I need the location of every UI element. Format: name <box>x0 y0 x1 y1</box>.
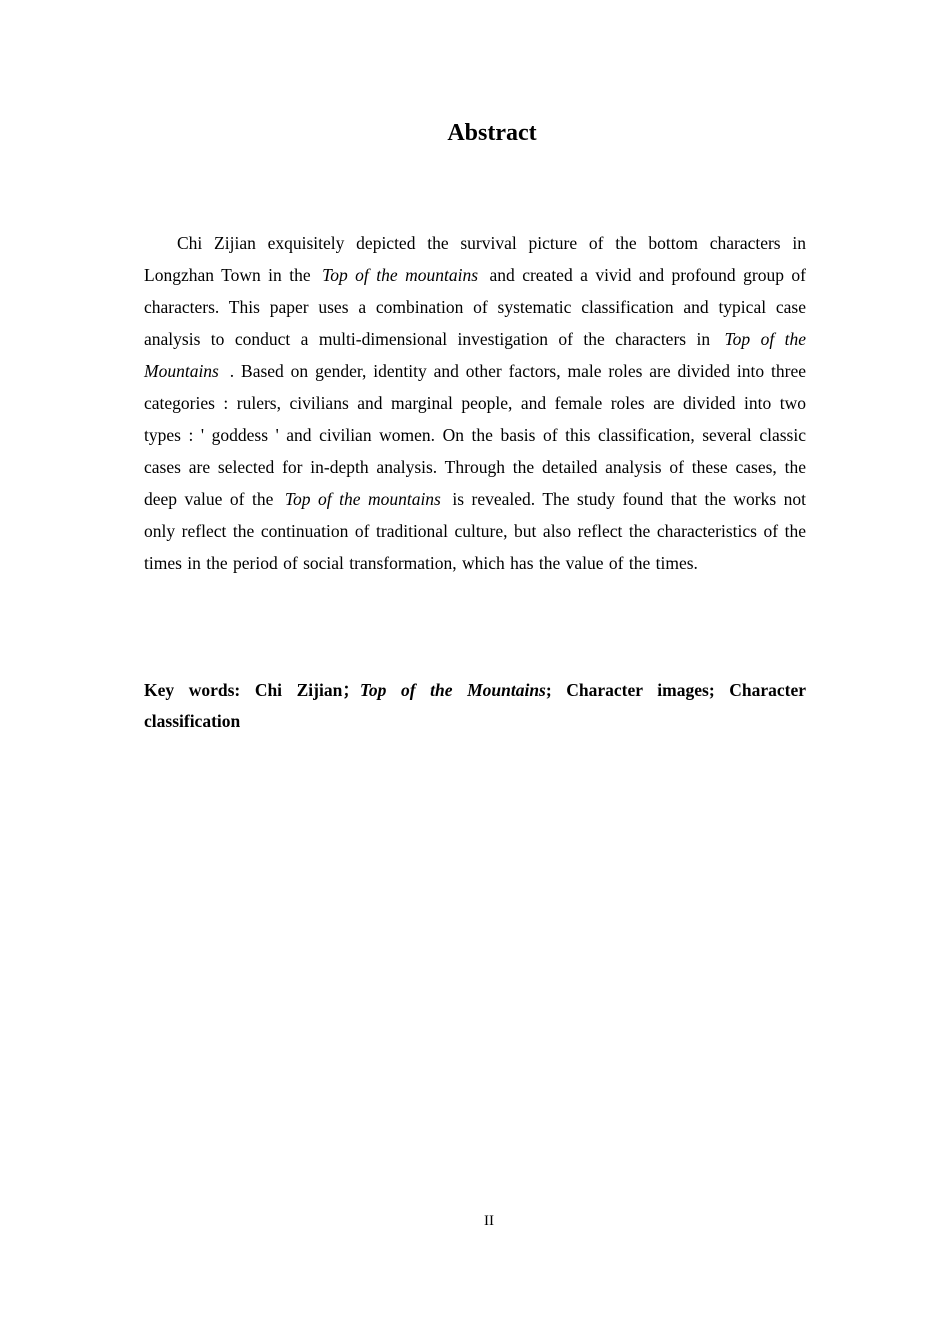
page-title: Abstract <box>447 120 537 146</box>
keyword-rest: ; Character images; Character classification <box>144 680 806 731</box>
book-title-3: Top of the mountains <box>284 489 441 509</box>
keywords-label: Key words: <box>144 680 241 700</box>
keywords-line <box>144 675 806 737</box>
abstract-text-2: and created a vivid and profound group of characters. This paper uses a combination of systematic classification and typical case analysis to conduct a multi-dimensional investigation of the characters in <box>144 265 807 349</box>
keyword-book-title: Top of the Mountains <box>359 680 546 700</box>
abstract-text-3: . Based on gender, identity and other factors, male roles are divided into three categories : rulers, civilians and marginal people, and female roles are divided into two types : ' goddess ' and civilian women. On the basis of this classification, several classic cases are selected for in-depth analysis. Through the detailed analysis of these cases, the deep value of the <box>144 361 806 509</box>
book-title-1: Top of the mountains <box>322 265 478 285</box>
abstract-text-1: Chi Zijian exquisitely depicted the survival picture of the bottom characters in Longzhan Town in the <box>144 233 806 285</box>
book-title-2: Top of the Mountains <box>144 329 806 381</box>
abstract-paragraph <box>144 227 806 579</box>
keyword-author: Chi Zijian； <box>254 680 360 700</box>
page-number: II <box>484 1213 494 1229</box>
abstract-text-4: is revealed. The study found that the works not only reflect the continuation of traditional culture, but also reflect the characteristics of the times in the period of social transformation, which has the value of the times. <box>144 489 807 573</box>
